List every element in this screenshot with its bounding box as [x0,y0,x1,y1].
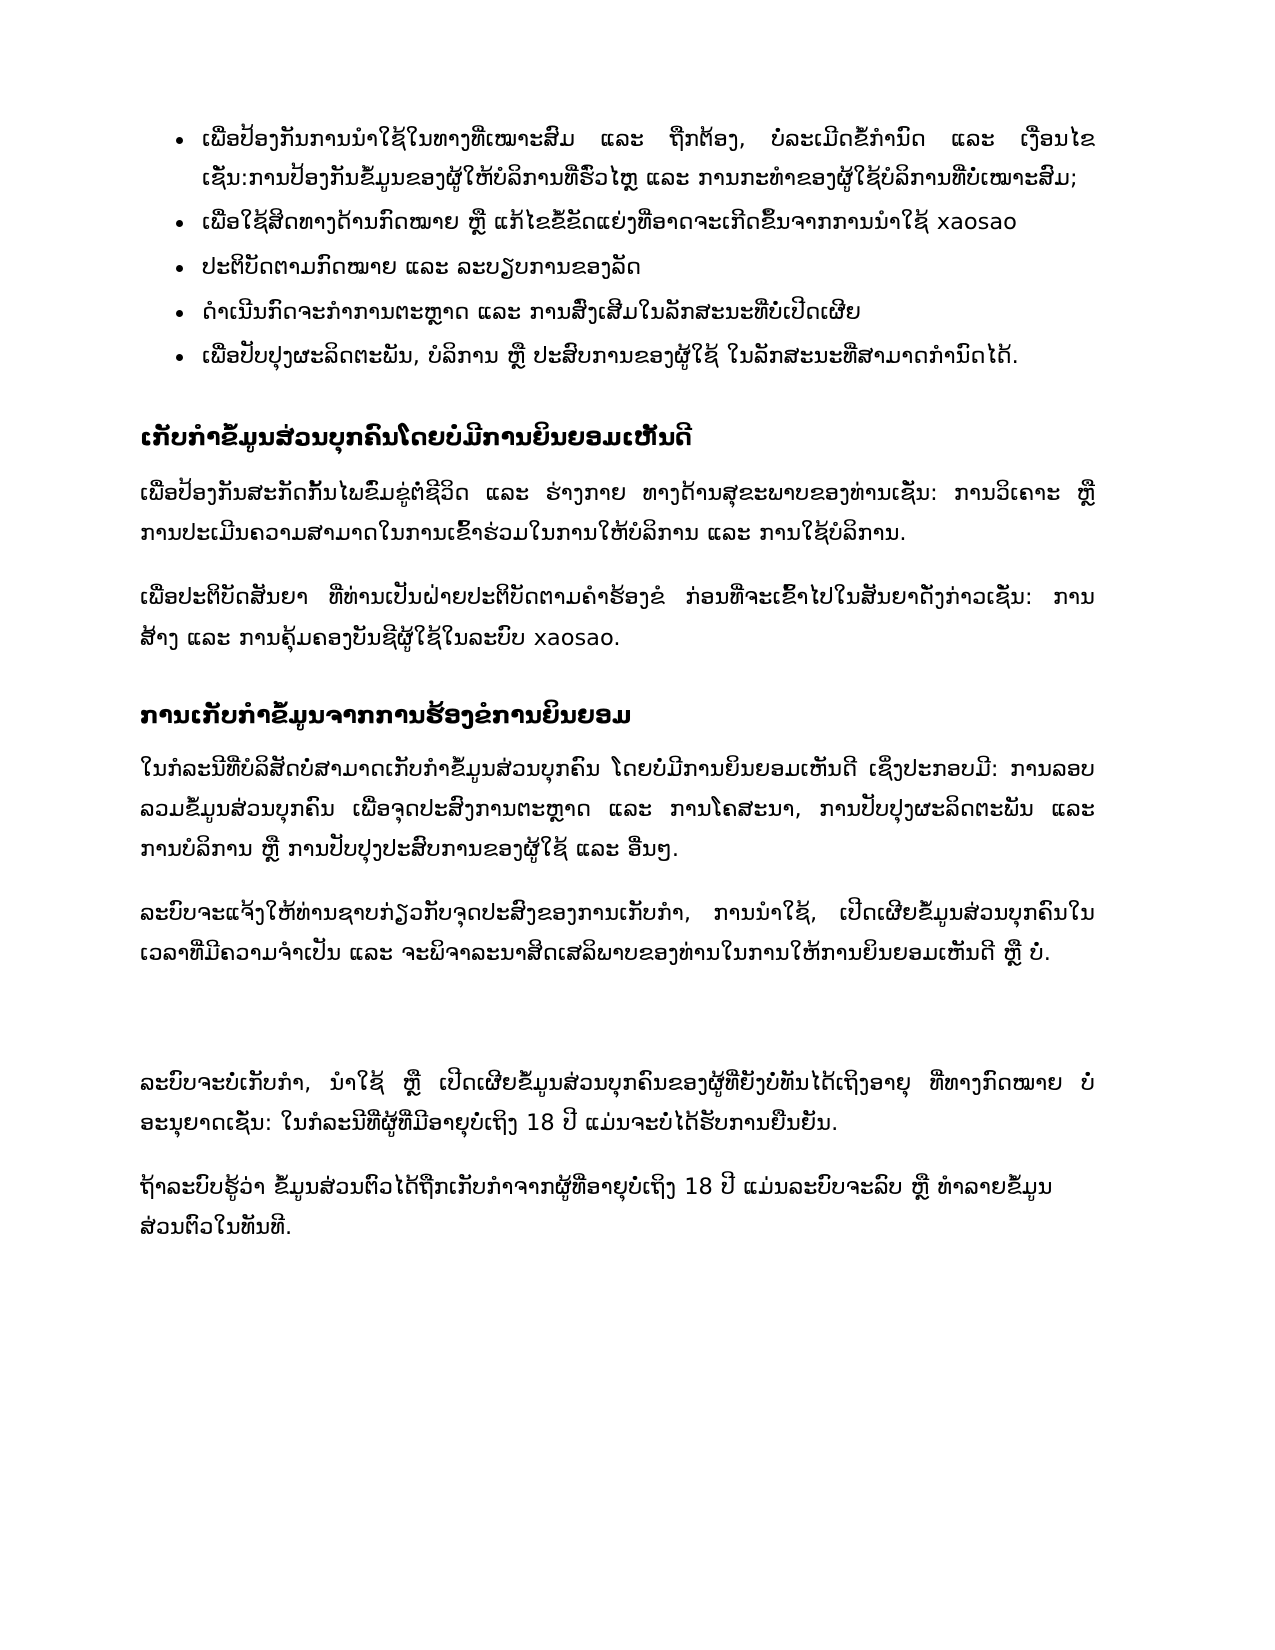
list-item: ປະຕິບັດຕາມກົດໝາຍ ແລະ ລະບຽບການຂອງລັດ [140,248,1095,287]
list-item: ເພື່ອປ້ອງກັນການນຳໃຊ້ໃນທາງທີ່ເໝາະສົມ ແລະ ຖືກຕ້ອງ, ບໍ່ລະເມີດຂໍ້ກຳນົດ ແລະ ເງື່ອນໄຂ ເຊັ່ນ:ການປ້ອງກັນຂໍ້ມູນຂອງຜູ້ໃຫ້ບໍລິການທີ່ຮົ່ວໄຫຼ ແລະ ການກະທຳຂອງຜູ້ໃຊ້ບໍລິການທີ່ບໍ່ເໝາະສົມ; [140,120,1095,197]
section-spacer [140,997,1095,1063]
paragraph-consent-required-cases: ໃນກໍລະນີທີ່ບໍລິສັດບໍ່ສາມາດເກັບກຳຂໍ້ມູນສ່ວນບຸກຄົນ ໂດຍບໍ່ມີການຍິນຍອມເຫັນດີ ເຊິ່ງປະກອບມີ: ການລອບລວມຂໍ້ມູນສ່ວນບຸກຄົນ ເພື່ອຈຸດປະສົງການຕະຫຼາດ ແລະ ການໂຄສະນາ, ການປັບປຸງຜະລິດຕະພັນ ແລະ ການບໍລິການ ຫຼື ການປັບປຸງປະສົບການຂອງຜູ້ໃຊ້ ແລະ ອື່ນໆ. [140,755,1095,862]
section-heading-collect-without-consent: ເກັບກຳຂໍ້ມູນສ່ວນບຸກຄົນໂດຍບໍ່ມີການຍິນຍອມເຫັນດີ [140,423,692,452]
paragraph-minors-data-deletion: ຖ້າລະບົບຮູ້ວ່າ ຂໍ້ມູນສ່ວນຕົວໄດ້ຖືກເກັບກຳຈາກຜູ້ທີ່ອາຍຸບໍ່ເຖິງ 18 ປີ ແມ່ນລະບົບຈະລົບ ຫຼື ທຳລາຍຂໍ້ມູນສ່ວນຕົວໃນທັນທີ. [140,1174,1053,1241]
list-item: ເພື່ອປັບປຸງຜະລິດຕະພັນ, ບໍລິການ ຫຼື ປະສົບການຂອງຜູ້ໃຊ້ ໃນລັກສະນະທີ່ສາມາດກຳນົດໄດ້. [140,337,1095,376]
paragraph-minors-age-limit: ລະບົບຈະບໍ່ເກັບກຳ, ນຳໃຊ້ ຫຼື ເປີດເຜີຍຂໍ້ມູນສ່ວນບຸກຄົນຂອງຜູ້ທີ່ຍັງບໍ່ທັນໄດ້ເຖິງອາຍຸ ທີ່ທາງກົດໝາຍ ບໍ່ອະນຸຍາດເຊັ່ນ: ໃນກໍລະນີທີ່ຜູ້ທີ່ມີອາຍຸບໍ່ເຖິງ 18 ປີ ແມ່ນຈະບໍ່ໄດ້ຮັບການຍືນຍັນ. [140,1070,1095,1137]
section-heading-collect-with-consent-request: ການເກັບກຳຂໍ້ມູນຈາກການຮ້ອງຂໍການຍິນຍອມ [140,700,632,729]
purpose-bullet-list [140,120,1095,376]
list-item: ດຳເນີນກົດຈະກຳການຕະຫຼາດ ແລະ ການສົ່ງເສີມໃນລັກສະນະທີ່ບໍ່ເປີດເຜີຍ [140,293,1095,332]
paragraph-protect-life-health: ເພື່ອປ້ອງກັນສະກັດກັ້ນໄພຂົ່ມຂູ່ຕໍ່ຊີວິດ ແລະ ຮ່າງກາຍ ທາງດ້ານສຸຂະພາບຂອງທ່ານເຊັ່ນ: ການວິເຄາະ ຫຼື ການປະເມີນຄວາມສາມາດໃນການເຂົ້າຮ່ວມໃນການໃຫ້ບໍລິການ ແລະ ການໃຊ້ບໍລິການ. [140,480,1095,547]
paragraph-notification-of-purpose: ລະບົບຈະແຈ້ງໃຫ້ທ່ານຊາບກ່ຽວກັບຈຸດປະສົງຂອງການເກັບກຳ, ການນຳໃຊ້, ເປີດເຜີຍຂໍ້ມູນສ່ວນບຸກຄົນໃນເວລາທີ່ມີຄວາມຈຳເປັນ ແລະ ຈະພິຈາລະນາສິດເສລິພາບຂອງທ່ານໃນການໃຫ້ການຍິນຍອມເຫັນດີ ຫຼື ບໍ່. [140,899,1095,966]
list-item: ເພື່ອໃຊ້ສິດທາງດ້ານກົດໝາຍ ຫຼື ແກ້ໄຂຂໍ້ຂັດແຍ່ງທີ່ອາດຈະເກີດຂຶ້ນຈາກການນຳໃຊ້ xaosao [140,203,1095,242]
paragraph-contract-performance: ເພື່ອປະຕິບັດສັນຍາ ທີ່ທ່ານເປັນຝ່າຍປະຕິບັດຕາມຄຳຮ້ອງຂໍ ກ່ອນທີ່ຈະເຂົ້າໄປໃນສັນຍາດັ່ງກ່າວເຊັ່ນ: ການສ້າງ ແລະ ການຄຸ້ມຄອງບັນຊີຜູ້ໃຊ້ໃນລະບົບ xaosao. [140,584,1095,651]
